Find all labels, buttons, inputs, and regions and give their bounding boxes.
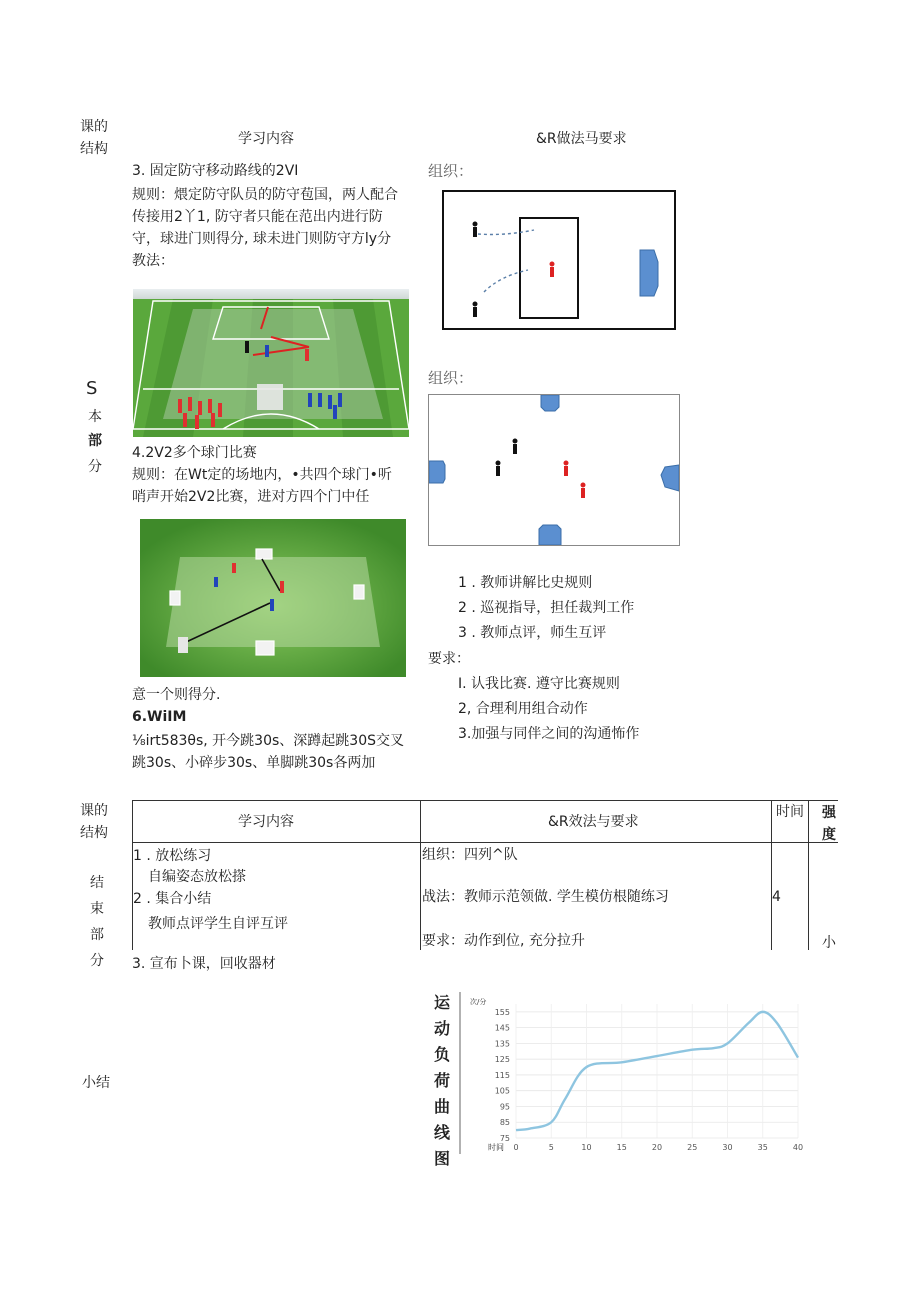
x-tick-label: 25 (687, 1143, 698, 1152)
table-header-divider (132, 842, 838, 843)
y-axis-unit: 次/分 (470, 998, 487, 1006)
requirements-list: I. 认我比赛. 遵守比赛规则 2, 合理利用组合动作 3.加强与同伴之间的沟通怖作 (458, 676, 640, 742)
table-header-time: 时间 (776, 804, 804, 820)
method-steps: 1 . 教师讲解比史规则 2 . 巡视指导，担任裁判工作 3 . 教师点评，师生互评 (458, 575, 635, 641)
table-col-line (771, 800, 772, 950)
table-header-content: 学习内容 (238, 814, 294, 830)
chart-title-char: 负 (433, 1045, 450, 1064)
x-tick-label: 5 (548, 1143, 554, 1152)
structure-label: 课的 结构 (80, 119, 108, 157)
chart-title-char: 动 (433, 1019, 450, 1038)
end-content-5: 3. 宣布卜课，回收器材 (132, 956, 276, 972)
table-header-intensity: 强 度 (822, 805, 836, 843)
part-label-end: 结 束 部 分 (90, 875, 104, 969)
x-axis-label: 时间 (488, 1143, 504, 1152)
chart-title-char: 图 (433, 1149, 450, 1168)
end-content-2: 自编姿态放松搽 (148, 869, 246, 885)
column-header-content: 学习内容 (238, 131, 294, 147)
chart-title (424, 990, 460, 1172)
item3-rules: 规则：煨定防守队员的防守苞国，两人配合 传接用2丫1, 防守者只能在范出内进行防 守，球进门则得分, 球未进门则防守方ly分 教法： (132, 187, 398, 269)
column-header-method: &R做法马要求 (536, 131, 627, 147)
end-intensity: 小 (822, 935, 836, 951)
end-content-3: 2 . 集合小结 (133, 891, 212, 907)
y-tick-label: 95 (499, 1102, 510, 1112)
item4-rules: 规则：在Wt定的场地内，•共四个球门•听 哨声开始2V2比赛，进对方四个门中任 (132, 467, 392, 505)
diagram-2 (428, 394, 680, 546)
table-col-line (420, 800, 421, 950)
x-tick-label: 20 (651, 1143, 663, 1152)
chart-title-char: 曲 (433, 1097, 450, 1116)
pitch-image-2 (140, 519, 406, 677)
pitch-image-1 (133, 289, 409, 437)
load-curve-chart (456, 990, 810, 1158)
table-col-line (808, 800, 809, 950)
table-border-top (132, 800, 838, 801)
end-content-1: 1 . 放松练习 (133, 848, 212, 864)
item4-tail: 意一个则得分. (132, 687, 221, 703)
part-label-s: S (86, 378, 98, 399)
item3-title: 3. 固定防守移动路线的2VI (132, 163, 299, 179)
y-tick-label: 145 (494, 1023, 510, 1033)
requirements-label: 要求： (428, 651, 470, 667)
x-tick-label: 15 (616, 1143, 627, 1152)
y-tick-label: 115 (494, 1070, 510, 1080)
x-tick-label: 30 (722, 1143, 733, 1152)
end-method-1: 组织：四列^队 (422, 847, 518, 863)
item6-lines: ⅛irt583θs, 开今跳30s、深蹲起跳30S交叉 跳30s、小碎步30s、单脚跳30s各两加 (132, 733, 404, 771)
x-tick-label: 35 (757, 1143, 768, 1152)
item6-title: 6.WiIM (132, 709, 187, 725)
end-content-4: 教师点评学生自评互评 (148, 916, 288, 932)
end-method-3: 要求：动作到位, 充分拉升 (422, 933, 585, 949)
org-label-1: 组织： (428, 162, 474, 180)
end-time: 4 (772, 889, 781, 905)
table-col-line (132, 800, 133, 950)
y-tick-label: 85 (499, 1118, 510, 1128)
chart-title-char: 线 (433, 1123, 450, 1142)
chart-title-char: 运 (433, 993, 450, 1012)
part-label-char: 本 (88, 409, 102, 425)
y-tick-label: 135 (494, 1039, 510, 1049)
org-label-2: 组织： (428, 369, 474, 387)
y-tick-label: 125 (494, 1055, 510, 1065)
diagram-1 (442, 190, 676, 330)
item4-title: 4.2V2多个球门比赛 (132, 445, 257, 461)
y-tick-label: 75 (499, 1134, 510, 1143)
y-tick-label: 105 (494, 1086, 510, 1096)
x-tick-label: 40 (792, 1143, 804, 1152)
part-label-char: 部 (88, 433, 102, 449)
summary-label: 小结 (82, 1075, 110, 1091)
x-tick-label: 0 (513, 1143, 519, 1152)
part-label-char: 分 (88, 459, 102, 475)
end-method-2: 战法：教师示范领做. 学生模仿根随练习 (422, 889, 669, 905)
x-tick-label: 10 (581, 1143, 592, 1152)
structure-label-2: 课的 结构 (80, 803, 108, 841)
chart-title-char: 荷 (433, 1071, 450, 1090)
y-tick-label: 155 (494, 1007, 510, 1017)
table-header-method: &R效法与要求 (548, 814, 639, 830)
